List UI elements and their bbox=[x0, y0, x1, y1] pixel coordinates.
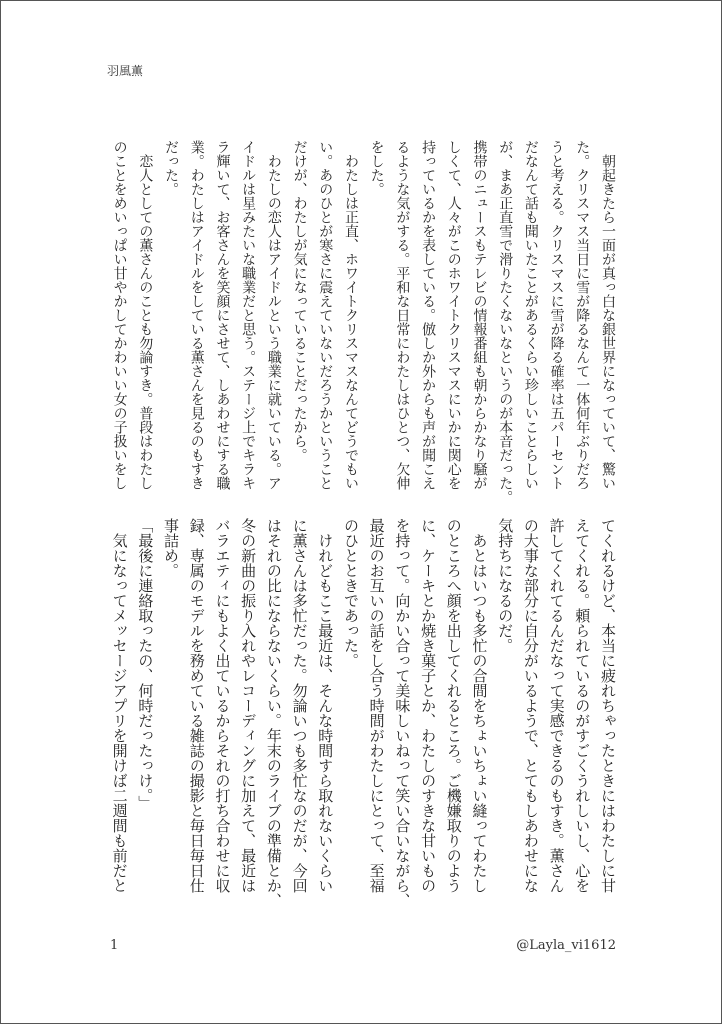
author-handle: @Layla_vi1612 bbox=[516, 938, 616, 953]
page-number: 1 bbox=[110, 938, 119, 953]
text-line: はそれの比にならないくらい。年末のライブの準備とか、 bbox=[264, 518, 283, 908]
text-line: あとはいつも多忙の合間をちょいちょい縫ってわたし bbox=[470, 518, 489, 893]
text-line: 冬の新曲の振り入れやレコーディングに加えて、最近は bbox=[239, 518, 258, 893]
text-line: をした。 bbox=[368, 140, 385, 196]
text-line: 「最後に連絡取ったの、何時だったっけ。」 bbox=[136, 518, 155, 811]
text-line: 持っているかを表している。倣しか外からも声が聞こえ bbox=[420, 140, 437, 490]
text-line: を持って。向かい合って美味しいねって笑い合いながら、 bbox=[393, 518, 412, 908]
text-line: 携帯のニュースもテレビの情報番組も朝からかなり騒が bbox=[471, 140, 488, 490]
text-line: 最近のお互いの話をし合う時間がわたしにとって、至福 bbox=[367, 518, 386, 893]
text-line: い。あのひとが寒さに震えていないだろうかということ bbox=[317, 140, 334, 490]
text-line: しくて、人々がこのホワイトクリスマスにいかに関心を bbox=[445, 140, 462, 490]
text-line: のところへ顔を出してくれるところ。ご機嫌取りのよう bbox=[444, 518, 463, 893]
text-line: だった。 bbox=[163, 140, 180, 196]
text-line: 事詰め。 bbox=[162, 518, 181, 578]
text-line: に、ケーキとか焼き菓子とか、わたしのすきな甘いもの bbox=[419, 518, 438, 893]
text-line: に薫さんは多忙だった。勿論いつも多忙なのだが、今回 bbox=[290, 518, 309, 893]
text-line: うと考える。クリスマスに雪が降る確率は五パーセント bbox=[548, 140, 565, 490]
text-line: てくれるけど、本当に疲れちゃったときにはわたしに甘 bbox=[599, 518, 617, 893]
text-line: けれどもここ最近は、そんな時間すら取れないくらい bbox=[316, 518, 335, 893]
text-line: だけが、わたしが気になっていることだったから。 bbox=[291, 140, 308, 462]
text-line: えてくれる。頼られているのがすごくうれしいし、心を bbox=[573, 518, 592, 893]
text-line: わたしは正直、ホワイトクリスマスなんてどうでもい bbox=[342, 140, 359, 490]
text-block-upper bbox=[106, 140, 620, 504]
text-line: のひとときであった。 bbox=[341, 518, 360, 668]
text-line: わたしの恋人はアイドルという職業に就いている。ア bbox=[265, 140, 282, 490]
text-line: 許してくれてるんだなって実感できるのもすき。薫さん bbox=[547, 518, 566, 893]
text-line: 朝起きたら一面が真っ白な銀世界になっていて、驚い bbox=[600, 140, 616, 490]
text-line: ラ輝いて、お客さんを笑顔にさせて、しあわせにする職 bbox=[214, 140, 231, 490]
text-line: 気持ちになるのだ。 bbox=[496, 518, 515, 653]
text-line: 恋人としての薫さんのことも勿論すき。普段はわたし bbox=[137, 140, 154, 490]
text-block-lower bbox=[106, 518, 620, 928]
running-header-author: 羽風薫 bbox=[107, 64, 144, 78]
text-line: るような気がする。平和な日常にわたしはひとつ、欠伸 bbox=[394, 140, 411, 490]
text-line: 気になってメッセージアプリを開けば二週間も前だと bbox=[110, 518, 129, 893]
text-line: のことをめいっぱい甘やかしてかわいい女の子扱いをし bbox=[111, 140, 128, 490]
text-line: が、まあ正直雪で滑りたくないなというのが本音だった。 bbox=[497, 140, 514, 504]
text-line: だなんて話も聞いたことがあるくらい珍しいことらしい bbox=[522, 140, 539, 490]
text-line: た。クリスマス当日に雪が降るなんて一体何年ぶりだろ bbox=[574, 140, 591, 490]
text-line: の大事な部分に自分がいるようで、とてもしあわせにな bbox=[521, 518, 540, 893]
text-line: イドルは星みたいな職業だと思う。ステージ上でキラキ bbox=[240, 140, 257, 490]
text-line: バラエティにもよく出ているからそれの打ち合わせに収 bbox=[213, 518, 232, 893]
text-line: 録、専属のモデルを務めている雑誌の撮影と毎日毎日仕 bbox=[187, 518, 206, 893]
text-line: 業。わたしはアイドルをしている薫さんを見るのもすき bbox=[188, 140, 205, 490]
